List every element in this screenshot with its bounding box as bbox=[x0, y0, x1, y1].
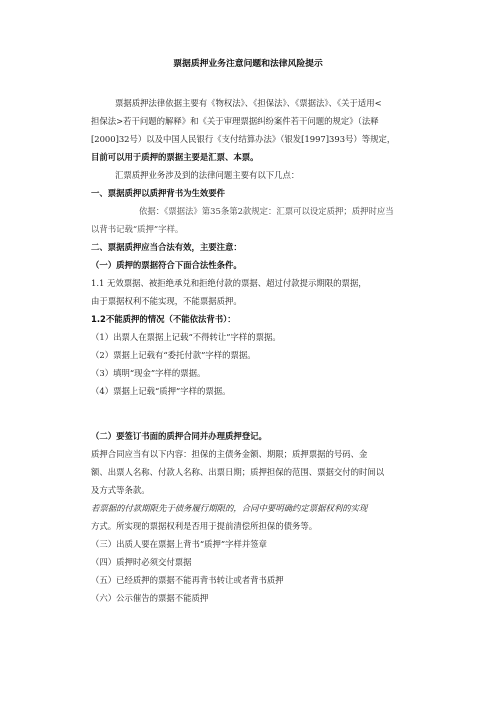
note-line-2: 方式。所实现的票据权利是否用于提前清偿所担保的债务等。 bbox=[91, 521, 318, 531]
intro-line-1: 票据质押法律依据主要有《物权法》、《担保法》、《票据法》、《关于适用< bbox=[115, 98, 382, 108]
section-1-body-line-1: 依据：《票据法》第35条第2款规定：汇票可以设定质押；质押时应当 bbox=[139, 206, 394, 216]
list-item: （五）已经质押的票据不能再背书转让或者背书质押 bbox=[91, 575, 284, 585]
subsection-2b-body-line-1: 质押合同应当有以下内容：担保的主债务金额、期限；质押票据的号码、金 bbox=[91, 449, 368, 459]
intro-paragraph-2: 汇票质押业务涉及到的法律问题主要有以下几点： bbox=[115, 170, 300, 180]
subsection-2a-body-line-2: 由于票据权利不能实现，不能票据质押。 bbox=[91, 296, 242, 306]
subsection-2b-body-line-3: 及方式等条款。 bbox=[91, 485, 150, 495]
note-line-1: 若票据的付款期限先于债务履行期限的，合同中要明确约定票据权利的实现 bbox=[91, 503, 368, 513]
list-item: （2）票据上记载有“委托付款”字样的票据。 bbox=[91, 350, 256, 360]
subsection-2b-body-line-2: 额、出票人名称、付款人名称、出票日期；质押担保的范围、票据交付的时间以 bbox=[91, 467, 385, 477]
list-item: （四）质押时必须交付票据 bbox=[91, 557, 192, 567]
subsection-2a-body-line-1: 1.1 无效票据、被拒绝承兑和拒绝付款的票据、超过付款提示期限的票据， bbox=[91, 278, 367, 288]
list-item: （六）公示催告的票据不能质押 bbox=[91, 593, 209, 603]
intro-line-3: [2000]32号）以及中国人民银行《支付结算办法》（银发[1997]393号）等规定， bbox=[91, 134, 396, 144]
list-item: （三）出质人要在票据上背书“质押”字样并签章 bbox=[91, 539, 268, 549]
intro-line-4: 目前可以用于质押的票据主要是汇票、本票。 bbox=[91, 152, 259, 162]
document-title: 票据质押业务注意问题和法律风险提示 bbox=[173, 59, 323, 69]
section-1-body-line-2: 以背书记载“质押”字样。 bbox=[91, 224, 184, 234]
intro-line-2: 担保法>若干问题的解释》和《关于审理票据纠纷案件若干问题的规定》（法释 bbox=[91, 116, 379, 126]
subsection-1-2-heading: 1.2不能质押的情况（不能依法背书）： bbox=[91, 314, 236, 324]
list-item: （3）填明“现金”字样的票据。 bbox=[91, 368, 206, 378]
section-2-heading: 二、票据质押应当合法有效，主要注意： bbox=[91, 242, 242, 252]
subsection-2a-heading: （一）质押的票据符合下面合法性条件。 bbox=[91, 260, 242, 270]
list-item: （4）票据上记载“质押”字样的票据。 bbox=[91, 386, 231, 396]
subsection-2b-heading: （二）要签订书面的质押合同并办理质押登记。 bbox=[91, 431, 267, 441]
list-item: （1）出票人在票据上记载“不得转让”字样的票据。 bbox=[91, 332, 281, 342]
section-1-heading: 一、票据质押以质押背书为生效要件 bbox=[91, 188, 225, 198]
